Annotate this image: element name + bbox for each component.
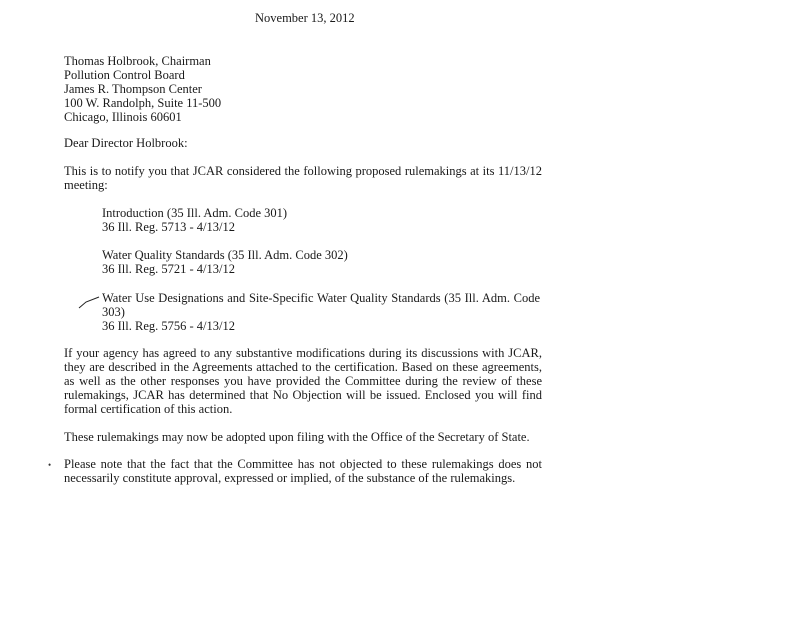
rulemaking-item-3	[102, 291, 540, 333]
recipient-org: Pollution Control Board	[64, 68, 185, 82]
recipient-name: Thomas Holbrook, Chairman	[64, 54, 211, 68]
checkmark-icon	[78, 296, 100, 310]
adoption-paragraph: These rulemakings may now be adopted upon filing with the Office of the Secretary of State.	[64, 430, 530, 444]
recipient-building: James R. Thompson Center	[64, 82, 202, 96]
note-paragraph: Please note that the fact that the Committee has not objected to these rulemakings does not necessarily constitute approval, expressed or implied, of the substance of the rulemakings.	[64, 457, 542, 485]
letter-date: November 13, 2012	[255, 11, 355, 25]
rulemaking-reg: 36 Ill. Reg. 5756 - 4/13/12	[102, 319, 235, 333]
rulemaking-item-2	[102, 248, 542, 276]
rulemaking-reg: 36 Ill. Reg. 5713 - 4/13/12	[102, 220, 235, 234]
rulemaking-title: Introduction (35 Ill. Adm. Code 301)	[102, 206, 288, 220]
salutation: Dear Director Holbrook:	[64, 136, 188, 150]
recipient-street: 100 W. Randolph, Suite 11-500	[64, 96, 222, 110]
rulemaking-item-1	[102, 206, 542, 234]
rulemaking-title: Water Use Designations and Site-Specific Water Quality Standards (35 Ill. Adm. Code 303)	[102, 291, 540, 319]
agreements-paragraph: If your agency has agreed to any substantive modifications during its discussions with JCAR, they are described in the Agreements attached to the certification. Based on these agreements, as well as the other responses you have provided the Committee during the review of these rulemakings, JCAR has determined that No Objection will be issued. Enclosed you will find formal certification of this action.	[64, 346, 542, 416]
recipient-city: Chicago, Illinois 60601	[64, 110, 182, 124]
intro-paragraph: This is to notify you that JCAR considered the following proposed rulemakings at its 11/13/12 meeting:	[64, 164, 542, 192]
rulemaking-title: Water Quality Standards (35 Ill. Adm. Code 302)	[102, 248, 348, 262]
recipient-address	[64, 54, 221, 124]
rulemaking-reg: 36 Ill. Reg. 5721 - 4/13/12	[102, 262, 235, 276]
bullet-mark: •	[48, 460, 52, 470]
